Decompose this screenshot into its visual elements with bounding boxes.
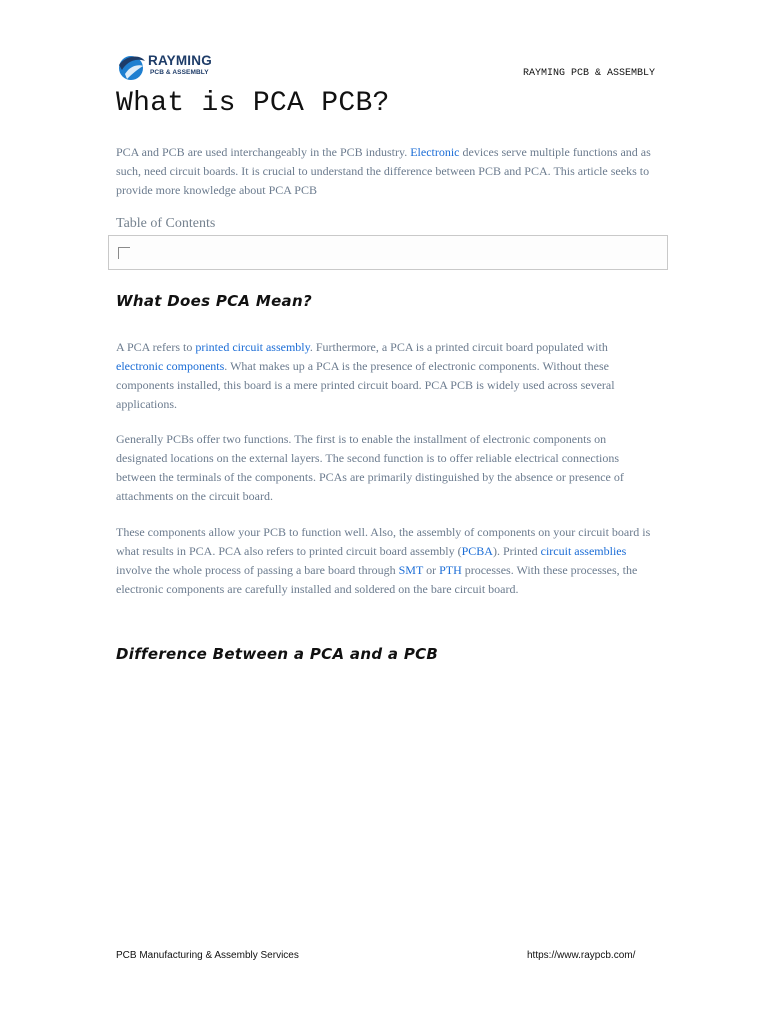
printed-circuit-assembly-link[interactable]: printed circuit assembly [195, 340, 310, 354]
pth-link[interactable]: PTH [439, 563, 462, 577]
section1-paragraph-1 [116, 338, 656, 414]
circuit-assemblies-link[interactable]: circuit assemblies [540, 544, 627, 558]
rayming-logo-mark-icon [116, 52, 146, 82]
section1-paragraph-2: Generally PCBs offer two functions. The first is to enable the installment of electronic components on designated locations on the external layers. The second function is to offer reliable electrical connections between the terminals of the components. PCAs are primarily distinguished by the absence or presence of attachments on the circuit board. [116, 432, 624, 503]
section-heading-difference: Difference Between a PCA and a PCB [116, 645, 439, 663]
s1p3-text-3: involve the whole process of passing a bare board through [116, 563, 399, 577]
s1p1-text-1: A PCA refers to [116, 340, 196, 354]
smt-link[interactable]: SMT [398, 563, 424, 577]
intro-text-2: devices serve multiple functions and as such, need circuit boards. It is crucial to understand the difference between PCB and PCA. This article seeks to provide more knowledge about PCA PCB [116, 145, 651, 197]
page-title: What is PCA PCB? [116, 88, 390, 119]
logo-brand-text: RAYMING [148, 53, 212, 68]
footer-url[interactable]: https://www.raypcb.com/ [527, 950, 636, 961]
intro-paragraph [116, 143, 656, 200]
s1p1-text-3: . What makes up a PCA is the presence of electronic components. Without these components installed, this board is a mere printed circuit board. PCA PCB is widely used across several applications. [116, 359, 615, 411]
intro-text-1: PCA and PCB are used interchangeably in the PCB industry. [116, 145, 411, 159]
toc-box [108, 235, 668, 270]
s1p1-text-2: . Furthermore, a PCA is a printed circuit board populated with [309, 340, 608, 354]
section-heading-what-does-pca-mean: What Does PCA Mean? [116, 292, 312, 310]
section1-paragraph-3 [116, 523, 656, 599]
header-company-name: RAYMING PCB & ASSEMBLY [523, 68, 656, 79]
electronic-link[interactable]: Electronic [410, 145, 460, 159]
s1p3-text-1: These components allow your PCB to function well. Also, the assembly of components on your circuit board is what results in PCA. PCA also refers to printed circuit board assembly ( [116, 525, 651, 558]
s1p3-text-5: processes. With these processes, the electronic components are carefully installed and soldered on the bare circuit board. [116, 563, 638, 596]
s1p3-text-2: ). Printed [492, 544, 541, 558]
toc-toggle-icon[interactable] [118, 247, 130, 259]
rayming-logo [116, 52, 226, 82]
logo-sub-text: PCB & ASSEMBLY [150, 69, 209, 76]
electronic-components-link[interactable]: electronic components [116, 359, 225, 373]
s1p3-text-4: or [423, 563, 440, 577]
toc-label: Table of Contents [116, 216, 216, 231]
pcba-link[interactable]: PCBA [461, 544, 493, 558]
footer-services-text: PCB Manufacturing & Assembly Services [116, 950, 299, 961]
